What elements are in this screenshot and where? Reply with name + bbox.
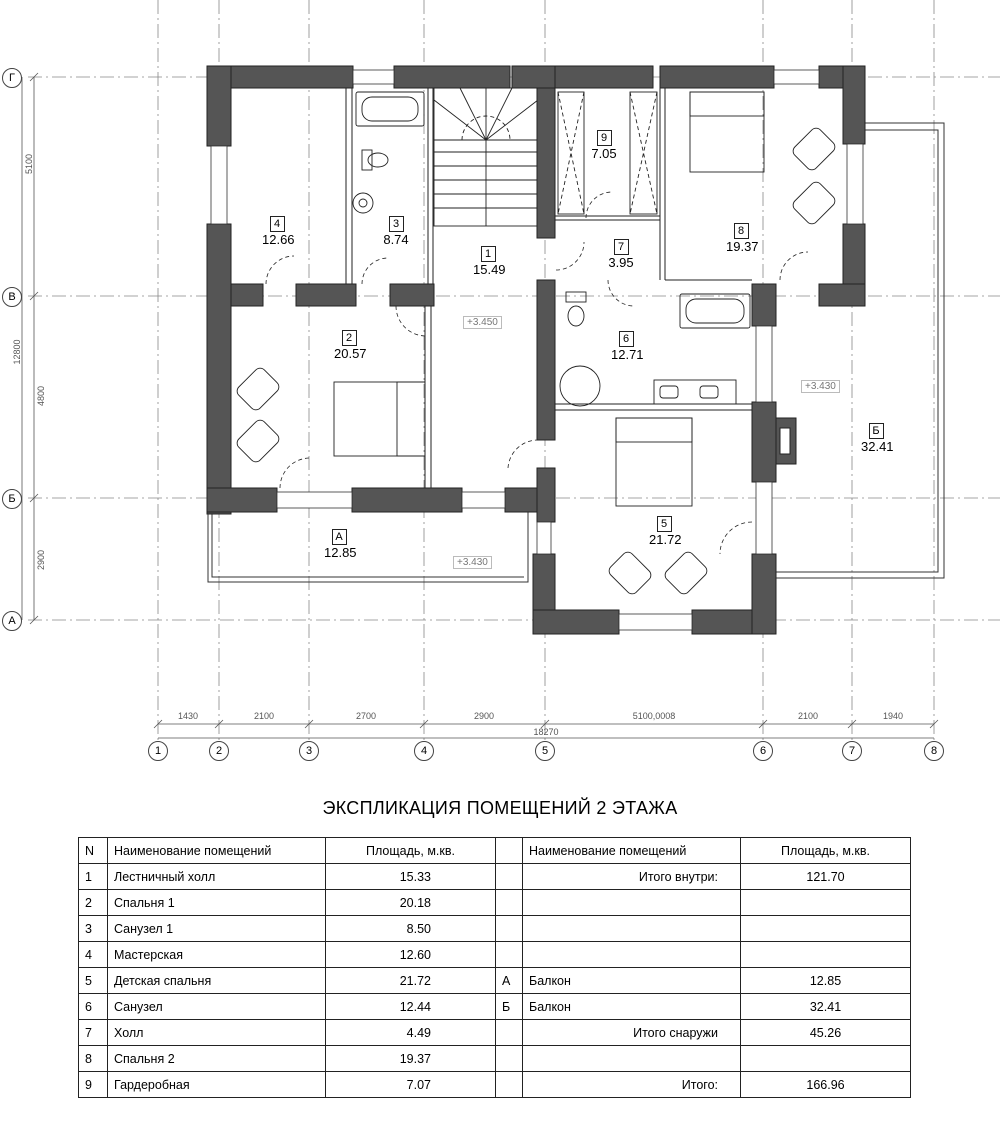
room-marker: 7 3.95 [608,241,634,270]
axis-bubble: 5 [535,741,555,761]
table-cell: 15.33 [326,864,496,890]
table-cell: 3 [79,916,108,942]
table-cell: А [496,968,523,994]
table-cell [523,1046,741,1072]
axis-bubble: 3 [299,741,319,761]
level-mark: +3.430 [453,556,492,569]
table-header-row [79,838,911,864]
table-cell [741,890,911,916]
table-cell: Б [496,994,523,1020]
table-cell [741,916,911,942]
table-row [79,916,911,942]
dimension-label: 5100 [24,153,34,175]
table-cell [496,916,523,942]
room-marker: А 12.85 [324,531,357,560]
table-cell: 7.07 [326,1072,496,1098]
table-cell: Итого снаружи [523,1020,741,1046]
table-title: ЭКСПЛИКАЦИЯ ПОМЕЩЕНИЙ 2 ЭТАЖА [322,798,678,818]
dimension-label: 1430 [177,711,199,721]
table-cell: 8.50 [326,916,496,942]
table-cell: 6 [79,994,108,1020]
room-marker: Б 32.41 [861,425,894,454]
header-cell [496,838,523,864]
axis-bubble: 1 [148,741,168,761]
table-cell: 12.60 [326,942,496,968]
table-cell: Гардеробная [108,1072,326,1098]
table-row [79,968,911,994]
staircase [434,88,538,226]
table-cell [496,1072,523,1098]
balcony-outlines [208,123,944,582]
axis-bubble: А [2,611,22,631]
room-marker: 8 19.37 [726,225,759,254]
room-marker: 6 12.71 [611,333,644,362]
table-cell: Мастерская [108,942,326,968]
header-cell: Наименование помещений [523,838,741,864]
armchairs [235,126,838,597]
room-marker: 2 20.57 [334,332,367,361]
dimension-label: 2900 [36,549,46,571]
table-cell: 2 [79,890,108,916]
room-marker: 1 15.49 [473,248,506,277]
level-mark: +3.450 [463,316,502,329]
table-cell [523,890,741,916]
table-cell [496,942,523,968]
table-cell: Итого внутри: [523,864,741,890]
table-cell: Холл [108,1020,326,1046]
room-marker: 9 7.05 [591,132,617,161]
dimension-label: 2700 [355,711,377,721]
room-marker: 4 12.66 [262,218,295,247]
dimension-label: 5100,0008 [632,711,676,721]
table-cell [523,942,741,968]
header-cell: Наименование помещений [108,838,326,864]
table-row [79,864,911,890]
table-row [79,1046,911,1072]
table-cell: 12.44 [326,994,496,1020]
table-cell: Балкон [523,968,741,994]
room-marker: 5 21.72 [649,518,682,547]
table-cell [741,942,911,968]
table-cell [523,916,741,942]
axis-bubble: 7 [842,741,862,761]
table-cell: 1 [79,864,108,890]
axis-bubble: 2 [209,741,229,761]
table-cell: Спальня 2 [108,1046,326,1072]
axis-bubble: 8 [924,741,944,761]
table-cell: 19.37 [326,1046,496,1072]
header-cell: Площадь, м.кв. [326,838,496,864]
table-cell: 5 [79,968,108,994]
table-row [79,942,911,968]
table-cell: 45.26 [741,1020,911,1046]
table-cell [741,1046,911,1072]
dimension-total: 12800 [12,339,22,365]
axis-bubble: 4 [414,741,434,761]
level-mark: +3.430 [801,380,840,393]
table-cell: 4 [79,942,108,968]
axis-bubble: 6 [753,741,773,761]
table-cell: 166.96 [741,1072,911,1098]
dimension-label: 4800 [36,385,46,407]
axis-bubble: Б [2,489,22,509]
table-cell: 12.85 [741,968,911,994]
table-cell: 8 [79,1046,108,1072]
table-cell: 9 [79,1072,108,1098]
table-cell [496,1046,523,1072]
table-cell: 121.70 [741,864,911,890]
table-cell: Санузел 1 [108,916,326,942]
table-cell: Санузел [108,994,326,1020]
header-cell: N [79,838,108,864]
table-cell [496,864,523,890]
table-row [79,1020,911,1046]
table-cell: Спальня 1 [108,890,326,916]
dimension-label: 1940 [882,711,904,721]
dimension-label: 2100 [253,711,275,721]
explication-table [78,837,911,1098]
table-cell: Лестничный холл [108,864,326,890]
axis-bubble: Г [2,68,22,88]
table-row [79,994,911,1020]
table-cell: 32.41 [741,994,911,1020]
axis-bubble: В [2,287,22,307]
table-cell: 4.49 [326,1020,496,1046]
table-cell: Детская спальня [108,968,326,994]
dimension-total: 18270 [533,727,559,737]
table-row [79,890,911,916]
table-cell: 21.72 [326,968,496,994]
dimension-label: 2900 [473,711,495,721]
table-cell [496,1020,523,1046]
table-cell: Итого: [523,1072,741,1098]
table-row [79,1072,911,1098]
room-marker: 3 8.74 [383,218,409,247]
dimension-label: 2100 [797,711,819,721]
table-cell: 7 [79,1020,108,1046]
fireplace [776,418,796,464]
table-cell: Балкон [523,994,741,1020]
table-cell [496,890,523,916]
header-cell: Площадь, м.кв. [741,838,911,864]
table-cell: 20.18 [326,890,496,916]
